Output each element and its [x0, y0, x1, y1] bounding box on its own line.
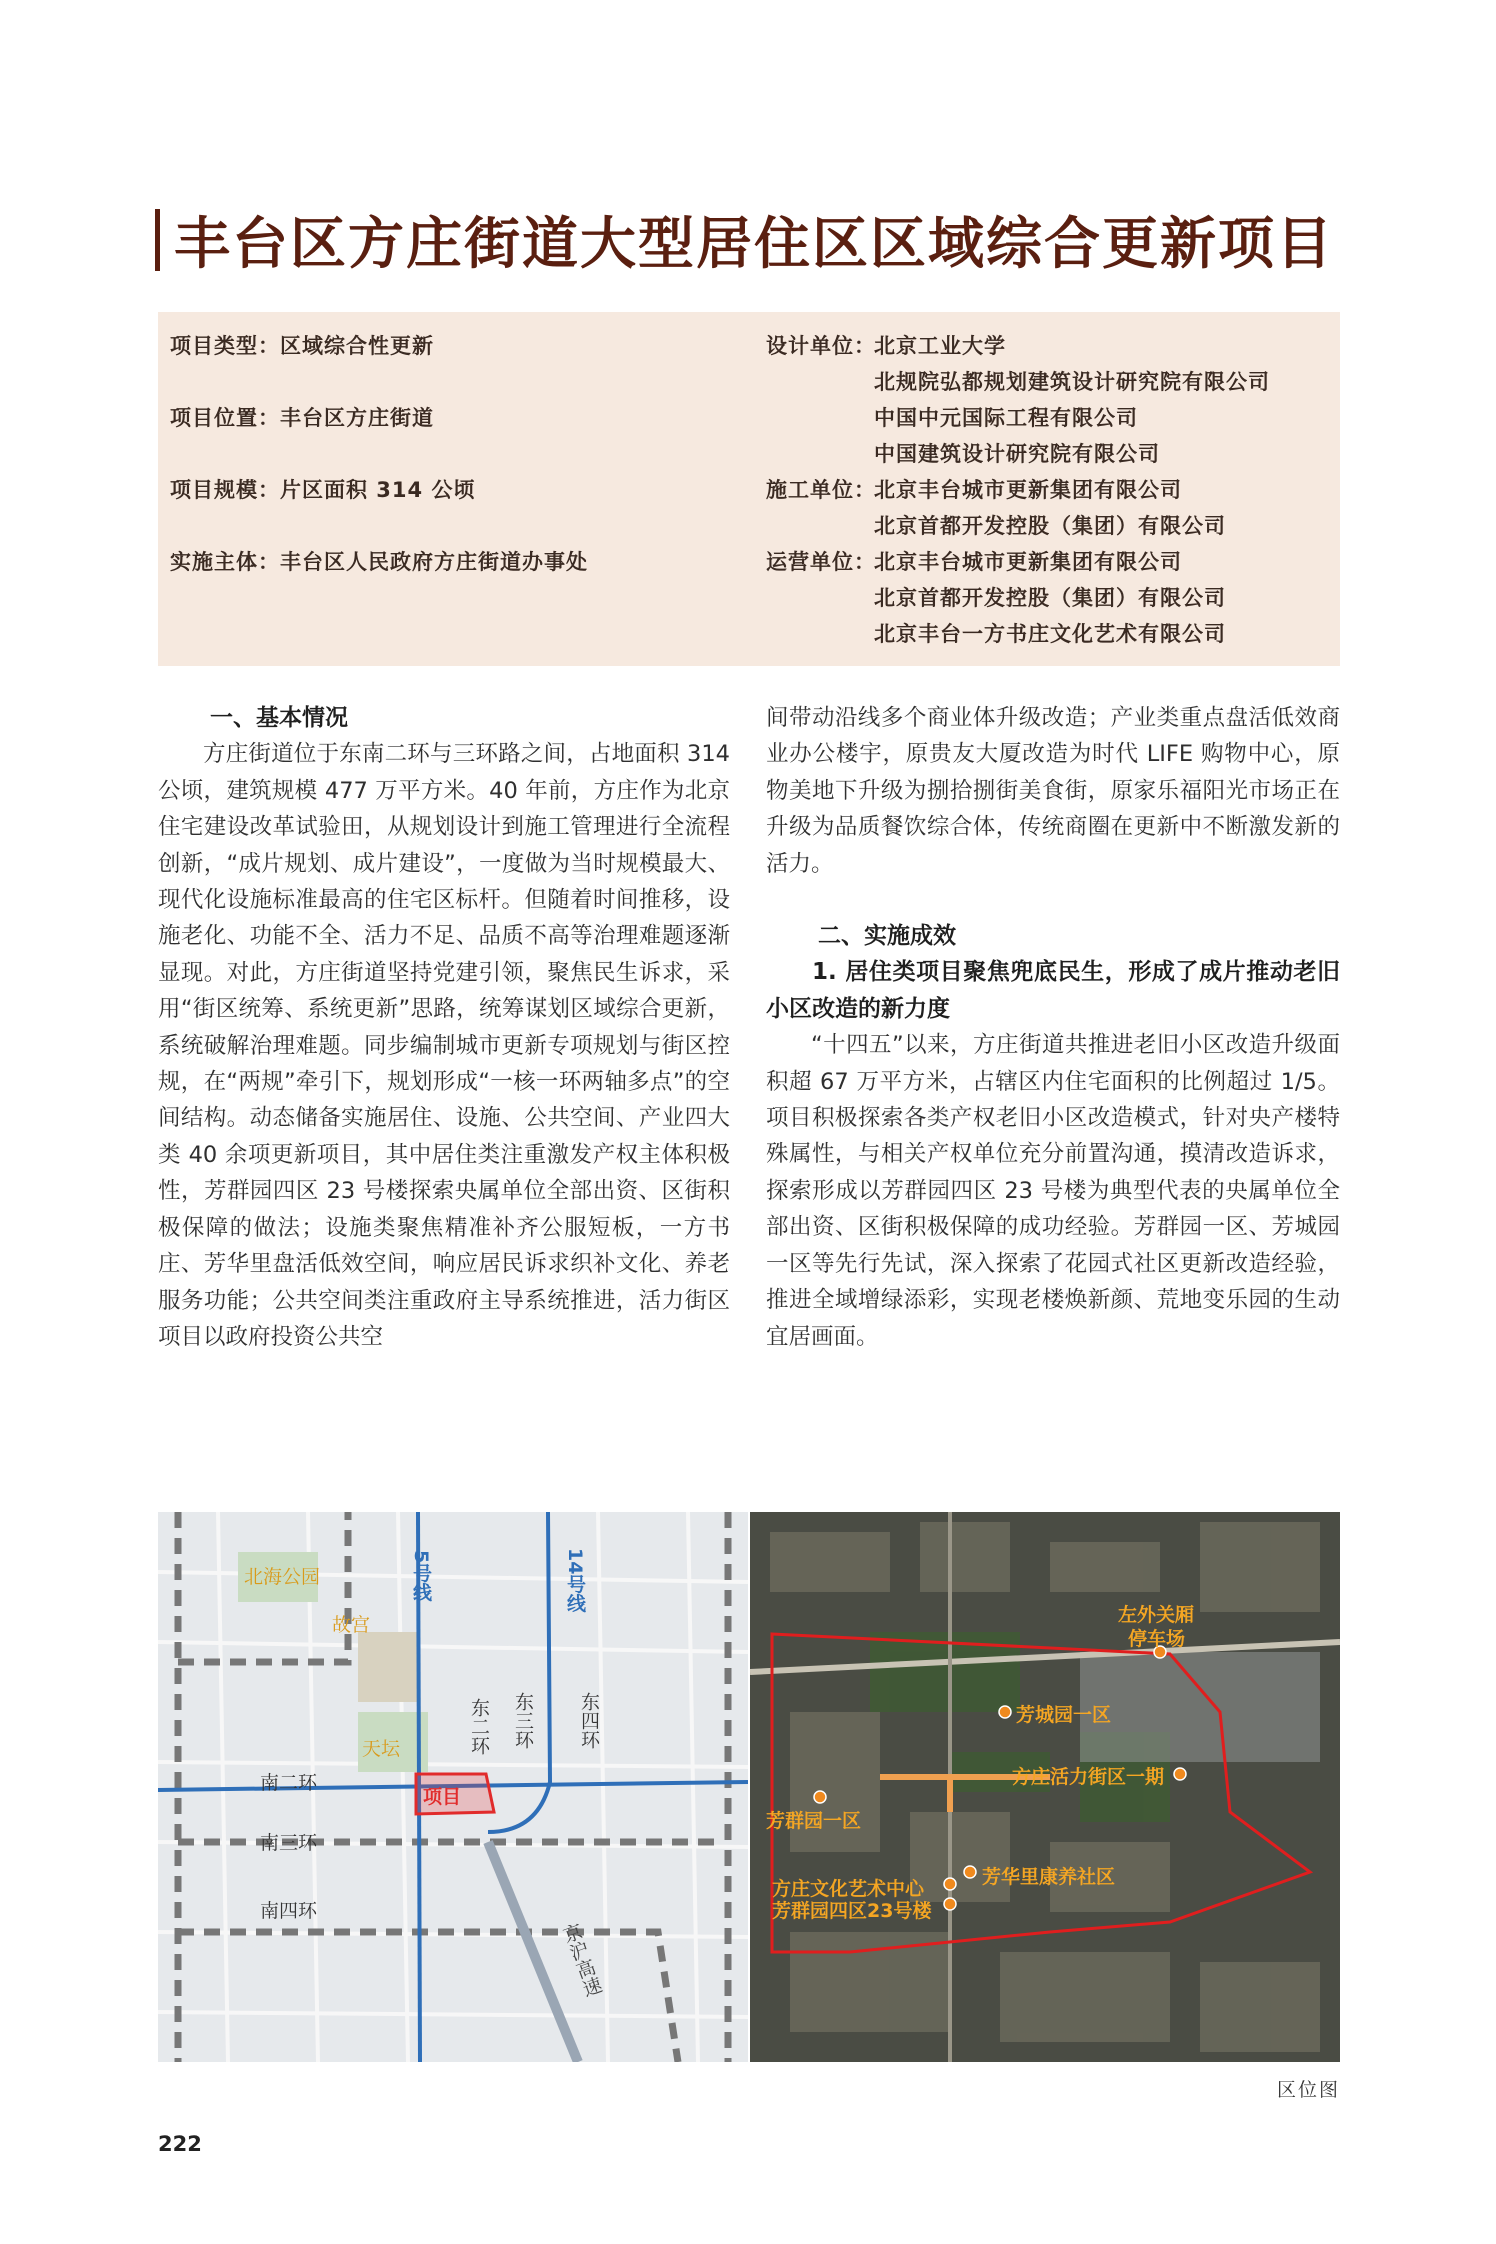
project-info-box	[158, 312, 1340, 666]
map-label-line14: 14号线	[564, 1548, 586, 1613]
title-block	[155, 205, 1334, 275]
map-label-zuowai: 左外关厢	[1118, 1604, 1195, 1626]
map-label-fanghua: 芳华里康养社区	[982, 1866, 1116, 1888]
map-label-tiantan: 天坛	[362, 1738, 401, 1760]
location-maps	[158, 1512, 1340, 2062]
figure-caption: 区位图	[1276, 2079, 1340, 2101]
info-scale	[170, 474, 475, 504]
body-paragraph: 方庄街道位于东南二环与三环路之间，占地面积 314 公顷，建筑规模 477 万平方米。40 年前，方庄作为北京住宅建设改革试验田，从规划设计到施工管理进行全流程创新，“成片规划、成片建设”，一度做为当时规模最大、现代化设施标准最高的住宅区标杆。但随着时间推移，设施老化、功能不全、活力不足、品质不高等治理难题逐渐显现。对此，方庄街道坚持党建引领，聚焦民生诉求，采用“街区统筹、系统更新”思路，统筹谋划区域综合更新，系统破解治理难题。同步编制城市更新专项规划与街区控规，在“两规”牵引下，规划形成“一核一环两轴多点”的空间结构。动态储备实施居住、设施、公共空间、产业四大类 40 余项更新项目，其中居住类注重激发产权主体积极性，芳群园四区 23 号楼探索央属单位全部出资、区街积极保障的做法；设施类聚焦精准补齐公服短板，一方书庄、芳华里盘活低效空间，响应居民诉求织补文化、养老服务功能；公共空间类注重政府主导系统推进，活力街区项目以政府投资公共空	[158, 741, 730, 1350]
design-units-label: 设计单位：	[766, 334, 876, 358]
map-label-gugong: 故宫	[332, 1614, 371, 1636]
map-label-nan2: 南二环	[260, 1772, 318, 1794]
info-type	[170, 330, 434, 360]
info-location	[170, 402, 434, 432]
info-value: 丰台区人民政府方庄街道办事处	[280, 550, 588, 574]
design-unit: 北京工业大学	[874, 334, 1006, 358]
left-text-column	[158, 700, 730, 1355]
title-accent-bar	[155, 209, 160, 271]
section-heading-results: 二、实施成效	[818, 923, 956, 950]
map-label-line5: 5号线	[410, 1550, 432, 1602]
map-label-fangqun1: 芳群园一区	[766, 1810, 862, 1832]
map-label-fangcheng: 芳城园一区	[1016, 1704, 1112, 1726]
design-unit: 中国建筑设计研究院有限公司	[874, 442, 1160, 466]
map-label-beihai: 北海公园	[244, 1566, 321, 1588]
map-label-culture-center: 方庄文化艺术中心	[772, 1878, 925, 1900]
map-label-nan4: 南四环	[260, 1900, 318, 1922]
map-label-nan3: 南三环	[260, 1832, 318, 1854]
operation-unit: 北京首都开发控股（集团）有限公司	[874, 586, 1226, 610]
city-location-map	[158, 1512, 748, 2062]
map-label-vitality-street: 方庄活力街区一期	[1012, 1766, 1165, 1788]
map-label-dong2: 东二环	[468, 1698, 490, 1755]
info-value: 区域综合性更新	[280, 334, 434, 358]
operation-unit: 北京丰台城市更新集团有限公司	[874, 550, 1182, 574]
info-label: 项目类型：	[170, 334, 280, 358]
map-label-jinghu: 京沪高速	[557, 1920, 605, 2000]
info-value: 片区面积 314 公顷	[280, 478, 476, 502]
info-value: 丰台区方庄街道	[280, 406, 434, 430]
map-label-project: 项目	[423, 1786, 462, 1808]
construction-units-label: 施工单位：	[766, 478, 876, 502]
design-unit: 北规院弘都规划建筑设计研究院有限公司	[874, 370, 1270, 394]
page-title: 丰台区方庄街道大型居住区区域综合更新项目	[174, 212, 1334, 277]
operation-unit: 北京丰台一方书庄文化艺术有限公司	[874, 622, 1226, 646]
info-label: 实施主体：	[170, 550, 280, 574]
sub-heading-residential: 1. 居住类项目聚焦兜底民生，形成了成片推动老旧小区改造的新力度	[766, 959, 1340, 1022]
operation-units-label: 运营单位：	[766, 550, 876, 574]
section-heading-basic: 一、基本情况	[210, 705, 348, 731]
map-label-parking: 停车场	[1128, 1628, 1186, 1650]
construction-unit: 北京丰台城市更新集团有限公司	[874, 478, 1182, 502]
map-label-dong3: 东三环	[512, 1692, 534, 1749]
map-label-fangqun4: 芳群园四区23号楼	[772, 1900, 932, 1922]
right-text-column	[766, 700, 1340, 1355]
info-label: 项目位置：	[170, 406, 280, 430]
design-unit: 中国中元国际工程有限公司	[874, 406, 1138, 430]
page-number: 222	[158, 2132, 202, 2156]
body-paragraph: “十四五”以来，方庄街道共推进老旧小区改造升级面积超 67 万平方米，占辖区内住宅面积的比例超过 1/5。项目积极探索各类产权老旧小区改造模式，针对央产楼特殊属性，与相关产权单位充分前置沟通，摸清改造诉求，探索形成以芳群园四区 23 号楼为典型代表的央属单位全部出资、区街积极保障的成功经验。芳群园一区、芳城园一区等先行先试，深入探索了花园式社区更新改造经验，推进全域增绿添彩，实现老楼焕新颜、荒地变乐园的生动宜居画面。	[766, 1032, 1340, 1350]
info-implementer	[170, 546, 588, 576]
info-label: 项目规模：	[170, 478, 280, 502]
body-paragraph-continued: 间带动沿线多个商业体升级改造；产业类重点盘活低效商业办公楼宇，原贵友大厦改造为时代 LIFE 购物中心，原物美地下升级为捌拾捌街美食街，原家乐福阳光市场正在升级为品质餐饮综合体，传统商圈在更新中不断激发新的活力。	[766, 705, 1340, 877]
construction-unit: 北京首都开发控股（集团）有限公司	[874, 514, 1226, 538]
aerial-project-map	[750, 1512, 1340, 2062]
map-label-dong4: 东四环	[578, 1692, 600, 1749]
